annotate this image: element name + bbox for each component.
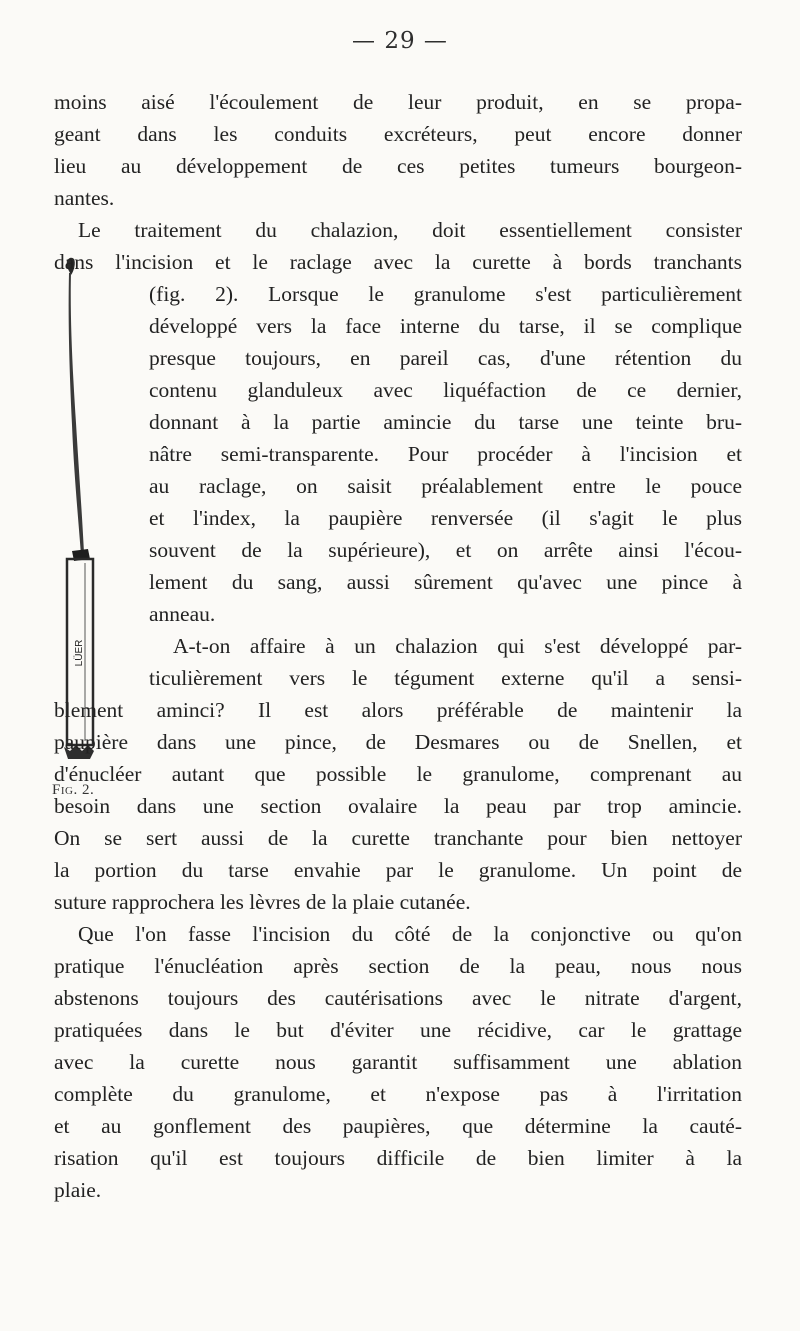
text-line: risation qu'il est toujours difficile de bien limiter à la — [54, 1146, 742, 1170]
text-line: avec la curette nous garantit suffisamment une ablation — [54, 1050, 742, 1074]
curette-upper-shaft — [69, 273, 84, 555]
text-line: lieu au développement de ces petites tumeurs bourgeon- — [54, 154, 742, 178]
text-line: blement aminci? Il est alors préférable de maintenir la — [54, 698, 742, 722]
text-line: au raclage, on saisit préalablement entre le pouce — [149, 474, 742, 498]
maker-stamp-text: LÜER — [74, 639, 85, 667]
figure-caption: Fig. 2. — [52, 782, 95, 798]
text-line: dans l'incision et le raclage avec la curette à bords tranchants — [54, 250, 742, 274]
text-line: Que l'on fasse l'incision du côté de la conjonctive ou qu'on — [78, 922, 742, 946]
text-line: pratiquées dans le but d'éviter une récidive, car le grattage — [54, 1018, 742, 1042]
text-line: pratique l'énucléation après section de la peau, nous nous — [54, 954, 742, 978]
text-line: paupière dans une pince, de Desmares ou de Snellen, et — [54, 730, 742, 754]
text-line: nâtre semi-transparente. Pour procéder à l'incision et — [149, 442, 742, 466]
text-line: On se sert aussi de la curette tranchante pour bien nettoyer — [54, 826, 742, 850]
maker-stamp — [73, 640, 85, 667]
text-line: anneau. — [149, 602, 216, 626]
text-line: moins aisé l'écoulement de leur produit, en se propa- — [54, 90, 742, 114]
text-line: abstenons toujours des cautérisations avec le nitrate d'argent, — [54, 986, 742, 1010]
text-line: plaie. — [54, 1178, 102, 1202]
text-line: la portion du tarse envahie par le granulome. Un point de — [54, 858, 742, 882]
text-line: et l'index, la paupière renversée (il s'agit le plus — [149, 506, 742, 530]
text-line: A-t-on affaire à un chalazion qui s'est développé par- — [173, 634, 742, 658]
text-line: donnant à la partie amincie du tarse une teinte bru- — [149, 410, 742, 434]
text-line: ticulièrement vers le tégument externe qu'il a sensi- — [149, 666, 742, 690]
text-line: lement du sang, aussi sûrement qu'avec une pince à — [149, 570, 742, 594]
text-line: souvent de la supérieure), et on arrête ainsi l'écou- — [149, 538, 742, 562]
text-line: geant dans les conduits excréteurs, peut encore donner — [54, 122, 742, 146]
text-line: complète du granulome, et n'expose pas à l'irritation — [54, 1082, 742, 1106]
text-line: Le traitement du chalazion, doit essentiellement consister — [78, 218, 742, 242]
text-line: (fig. 2). Lorsque le granulome s'est particulièrement — [149, 282, 742, 306]
text-line: suture rapprochera les lèvres de la plaie cutanée. — [54, 890, 471, 914]
text-line: et au gonflement des paupières, que détermine la cauté- — [54, 1114, 742, 1138]
text-line: d'énucléer autant que possible le granulome, comprenant au — [54, 762, 742, 786]
text-line: besoin dans une section ovalaire la peau par trop amincie. — [54, 794, 742, 818]
text-line: contenu glanduleux avec liquéfaction de ce dernier, — [149, 378, 742, 402]
page-number: — 29 — — [352, 28, 448, 54]
text-line: développé vers la face interne du tarse, il se complique — [149, 314, 742, 338]
text-line: nantes. — [54, 186, 115, 210]
text-line: presque toujours, en pareil cas, d'une rétention du — [149, 346, 742, 370]
